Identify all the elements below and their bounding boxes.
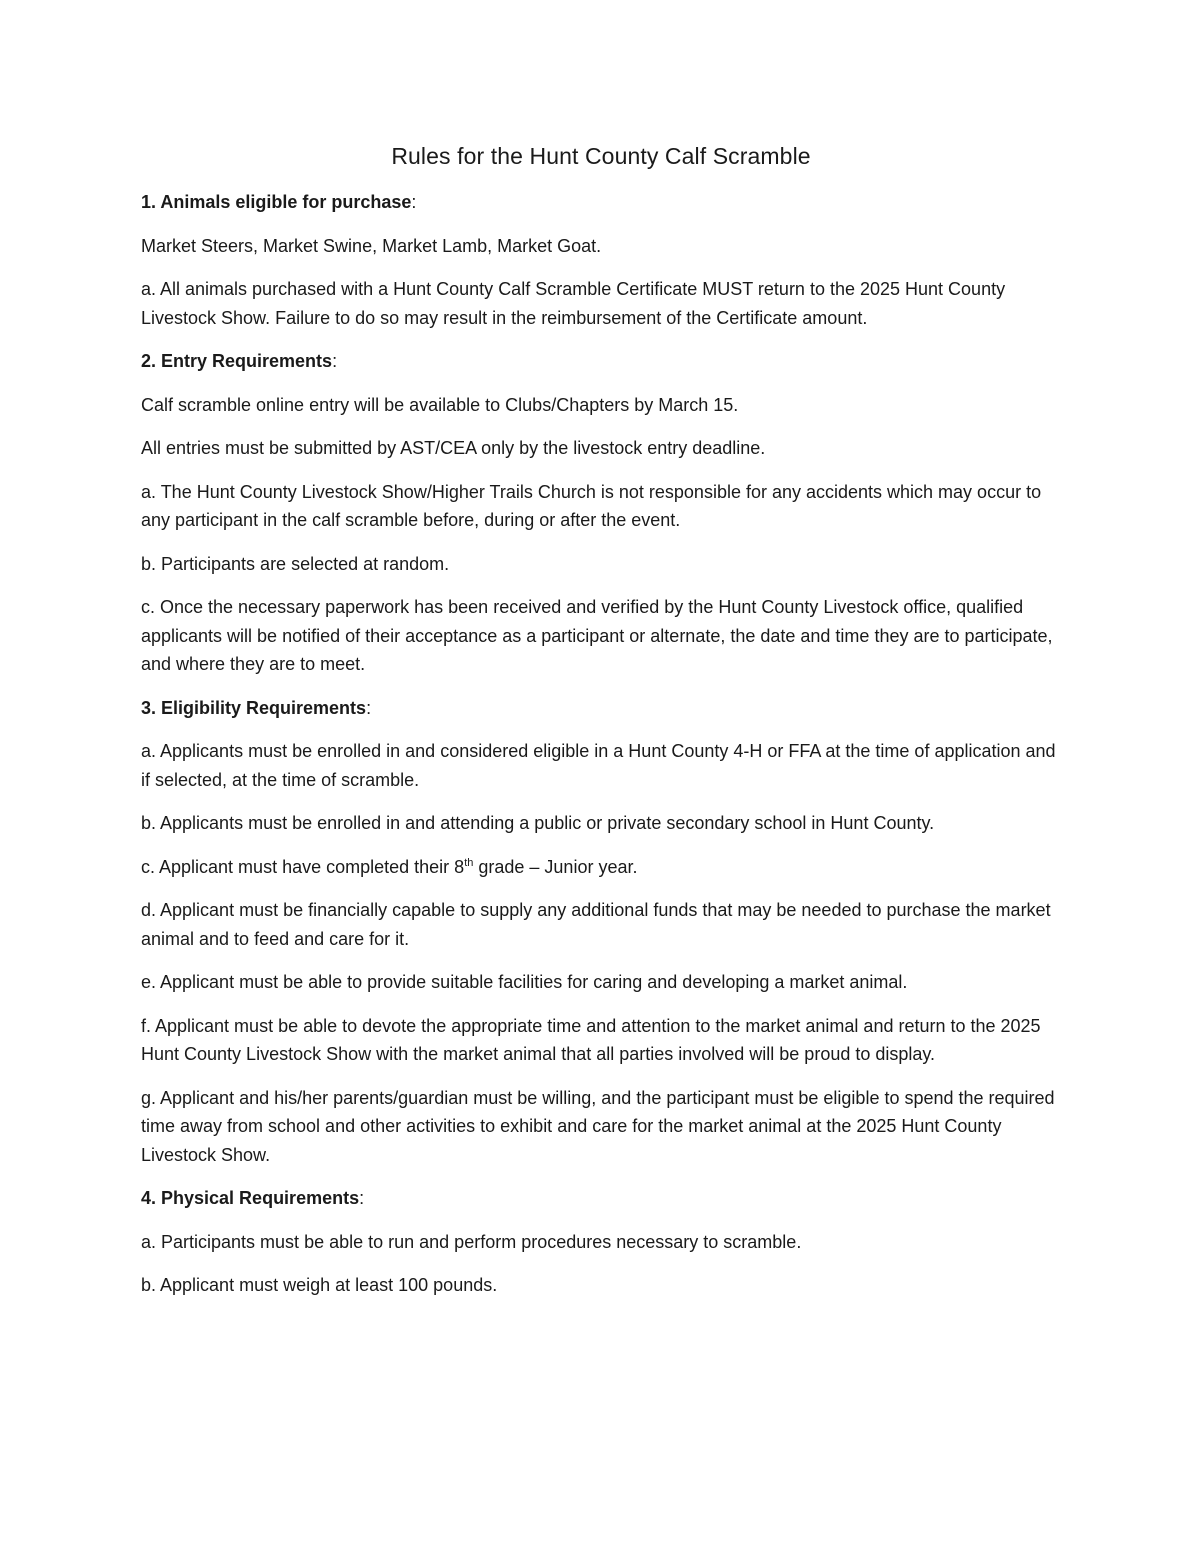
rule-3b: b. Applicants must be enrolled in and attending a public or private secondary school in Hunt County. (141, 813, 935, 833)
rule-4b: b. Applicant must weigh at least 100 pounds. (141, 1275, 498, 1295)
rule-3c: c. Applicant must have completed their 8th grade – Junior year. (141, 856, 638, 877)
document-body (141, 140, 1061, 1315)
rule-3e: e. Applicant must be able to provide suitable facilities for caring and developing a market animal. (141, 972, 908, 992)
superscript-th: th (464, 856, 474, 869)
rule-3d: d. Applicant must be financially capable to supply any additional funds that may be needed to purchase the market animal and to feed and care for it. (141, 900, 1051, 949)
rule-1a: a. All animals purchased with a Hunt County Calf Scramble Certificate MUST return to the 2025 Hunt County Livestock Show. Failure to do so may result in the reimbursement of the Certificate amount. (141, 279, 1006, 328)
rule-4a: a. Participants must be able to run and perform procedures necessary to scramble. (141, 1231, 802, 1252)
rule-3f: f. Applicant must be able to devote the appropriate time and attention to the market animal and return to the 2025 Hunt County Livestock Show with the market animal that all parties involved will be proud to display. (141, 1015, 1041, 1064)
entry-deadline: All entries must be submitted by AST/CEA only by the livestock entry deadline. (141, 438, 766, 458)
section-heading-entry-requirements: 2. Entry Requirements: (141, 351, 338, 371)
rule-2b: b. Participants are selected at random. (141, 553, 450, 574)
rule-2c: c. Once the necessary paperwork has been received and verified by the Hunt County Livestock office, qualified applicants will be notified of their acceptance as a participant or alternate, the date and time they are to participate, and where they are to meet. (141, 597, 1053, 674)
rule-3g: g. Applicant and his/her parents/guardian must be willing, and the participant must be eligible to spend the required time away from school and other activities to exhibit and care for the market animal at the 2025 Hunt County Livestock Show. (141, 1087, 1055, 1165)
animal-list: Market Steers, Market Swine, Market Lamb, Market Goat. (141, 235, 602, 256)
rule-2a: a. The Hunt County Livestock Show/Higher Trails Church is not responsible for any accidents which may occur to any participant in the calf scramble before, during or after the event. (141, 481, 1042, 530)
section-heading-animals-eligible: 1. Animals eligible for purchase: (141, 192, 417, 212)
entry-availability: Calf scramble online entry will be available to Clubs/Chapters by March 15. (141, 394, 739, 415)
page-title: Rules for the Hunt County Calf Scramble (391, 143, 811, 169)
rule-3a: a. Applicants must be enrolled in and considered eligible in a Hunt County 4-H or FFA at the time of application and if selected, at the time of scramble. (141, 741, 1056, 790)
section-heading-physical-requirements: 4. Physical Requirements: (141, 1188, 365, 1208)
section-heading-eligibility-requirements: 3. Eligibility Requirements: (141, 697, 372, 718)
